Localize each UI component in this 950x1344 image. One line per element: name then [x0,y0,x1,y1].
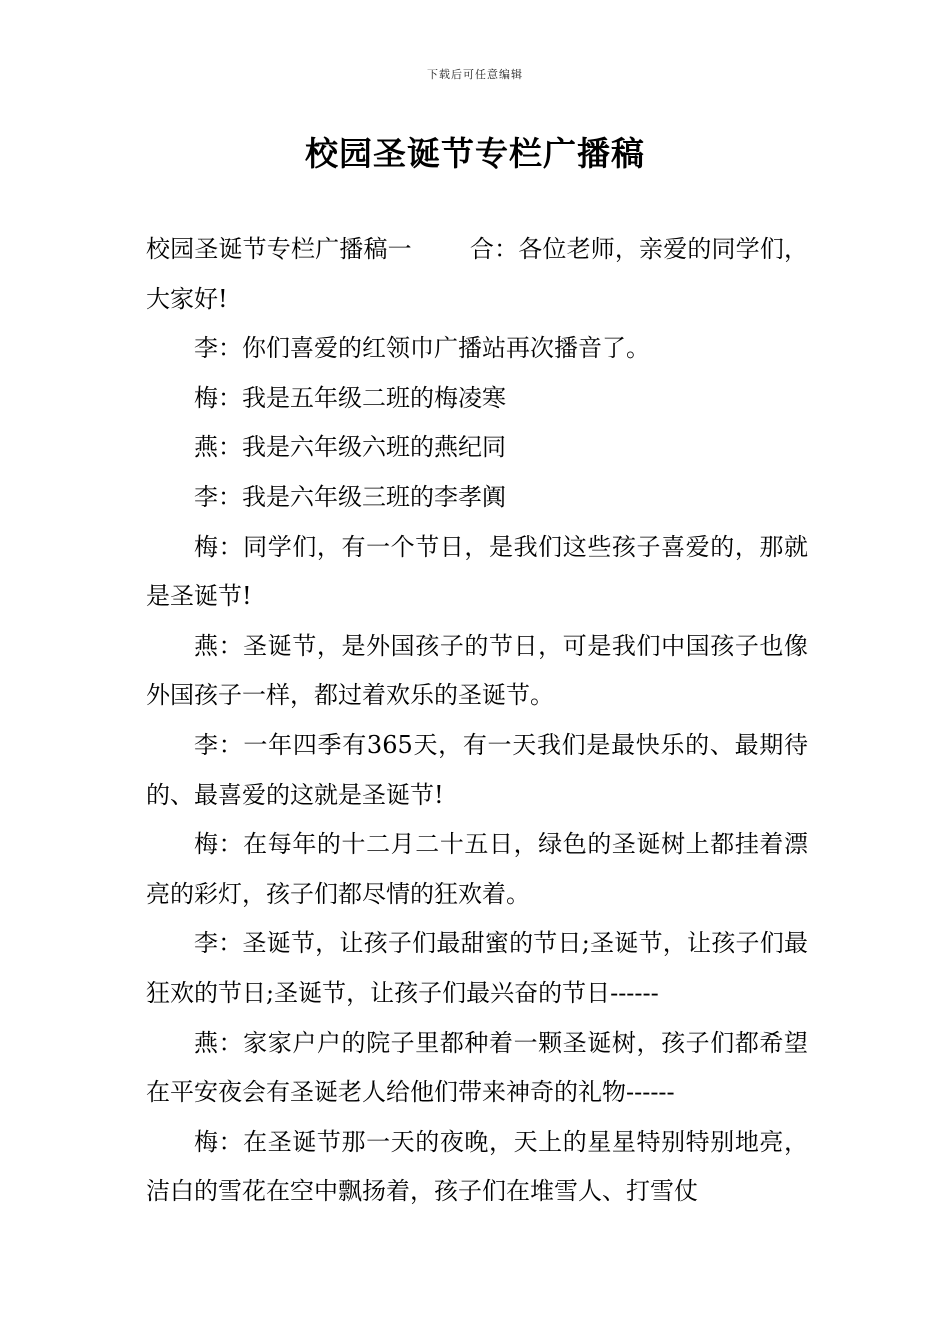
paragraph: 梅：在每年的十二月二十五日，绿色的圣诞树上都挂着漂亮的彩灯，孩子们都尽情的狂欢着。 [146,830,808,908]
paragraph: 李：我是六年级三班的李孝阗 [194,482,506,511]
paragraph: 李：你们喜爱的红领巾广播站再次播音了。 [194,334,650,363]
intro-text: 合：各位老师，亲爱的同学们，大家好! [146,235,809,313]
paragraph: 燕：圣诞节，是外国孩子的节日，可是我们中国孩子也像外国孩子一样，都过着欢乐的圣诞节。 [146,631,808,710]
intro-paragraph [146,225,808,324]
paragraph: 李：圣诞节，让孩子们最甜蜜的节日;圣诞节，让孩子们最狂欢的节日;圣诞节，让孩子们最兴奋的节日------ [146,929,808,1007]
document-body [146,225,808,1217]
paragraph: 梅：我是五年级二班的梅凌寒 [194,383,506,412]
paragraph: 李：一年四季有365天，有一天我们是最快乐的、最期待的、最喜爱的这就是圣诞节! [146,730,808,809]
header-note: 下载后可任意编辑 [427,68,523,81]
document-title: 校园圣诞节专栏广播稿 [305,134,645,173]
paragraph: 燕：我是六年级六班的燕纪同 [194,433,506,462]
paragraph: 燕：家家户户的院子里都种着一颗圣诞树，孩子们都希望在平安夜会有圣诞老人给他们带来神奇的礼物------ [146,1028,808,1107]
paragraph: 梅：在圣诞节那一天的夜晚，天上的星星特别特别地亮，洁白的雪花在空中飘扬着，孩子们在堆雪人、打雪仗 [146,1127,808,1206]
paragraph: 梅：同学们，有一个节日，是我们这些孩子喜爱的，那就是圣诞节! [146,532,808,611]
intro-label: 校园圣诞节专栏广播稿一 [146,235,412,263]
